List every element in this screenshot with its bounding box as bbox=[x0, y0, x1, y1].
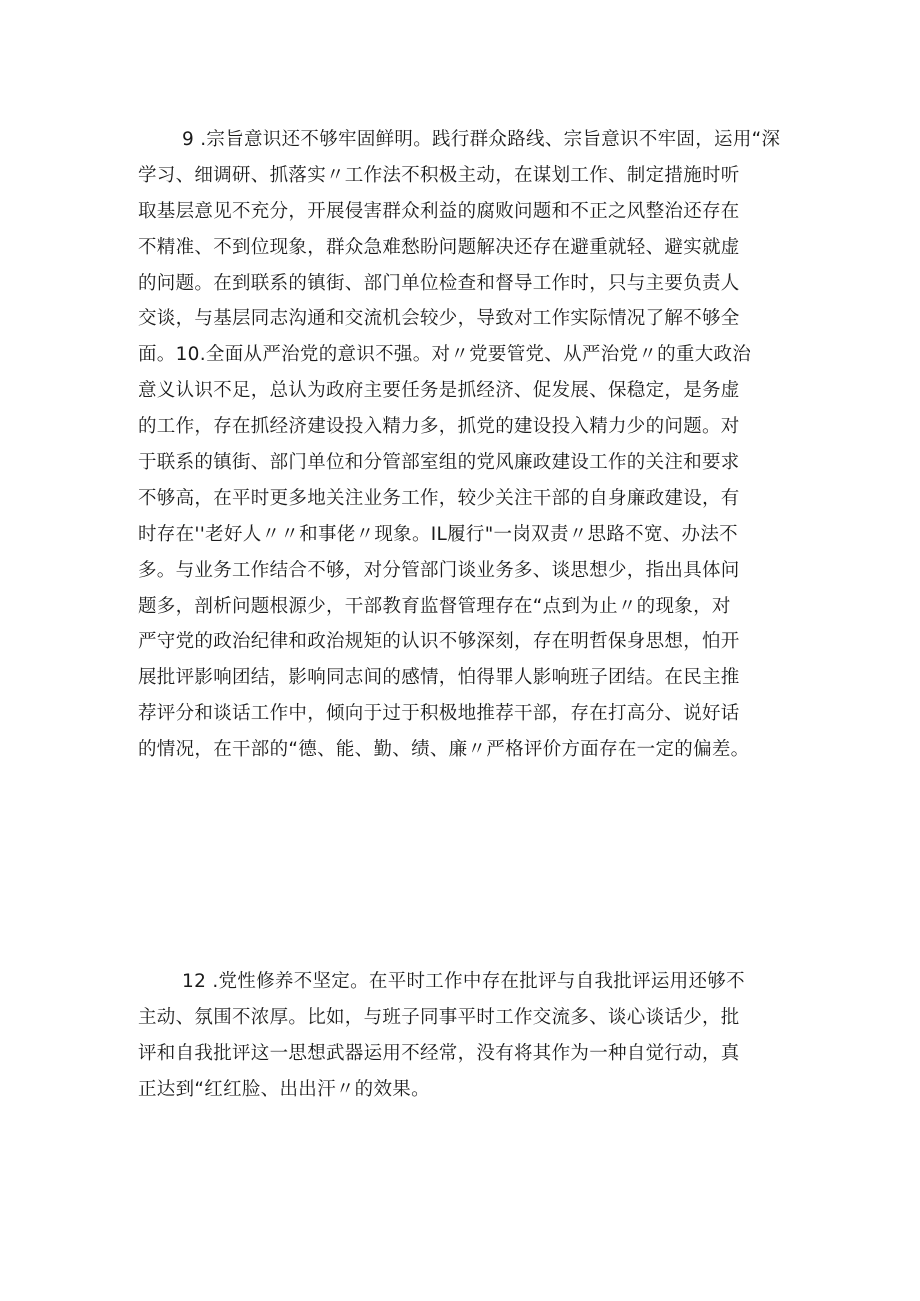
text-line: 的问题。在到联系的镇街、部门单位检查和督导工作时，只与主要负责人 bbox=[138, 272, 740, 294]
text-line: 取基层意见不充分，开展侵害群众利益的腐败问题和不正之风整治还存在 bbox=[138, 200, 740, 222]
text-line: 评和自我批评这一思想武器运用不经常，没有将其作为一种自觉行动，真 bbox=[138, 1042, 740, 1064]
text-line: 于联系的镇街、部门单位和分管部室组的党风廉政建设工作的关注和要求 bbox=[138, 452, 740, 474]
text-line: 交谈，与基层同志沟通和交流机会较少，导致对工作实际情况了解不够全 bbox=[138, 308, 740, 330]
text-line: 不够高，在平时更多地关注业务工作，较少关注干部的自身廉政建设，有 bbox=[138, 487, 740, 509]
text-line: 12 .党性修养不坚定。在平时工作中存在批评与自我批评运用还够不 bbox=[182, 971, 745, 992]
text-line: 时存在''老好人〃〃和事佬〃现象。IL履行"一岗双责〃思路不宽、办法不 bbox=[138, 523, 738, 545]
text-line: 严守党的政治纪律和政治规矩的认识不够深刻，存在明哲保身思想，怕开 bbox=[138, 631, 740, 653]
text-line: 展批评影响团结，影响同志间的感情，怕得罪人影响班子团结。在民主推 bbox=[138, 667, 740, 689]
text-line: 的情况，在干部的“德、能、勤、绩、廉〃严格评价方面存在一定的偏差。 bbox=[138, 739, 750, 761]
text-line: 的工作，存在抓经济建设投入精力多，抓党的建设投入精力少的问题。对 bbox=[138, 416, 740, 438]
text-line: 正达到“红红脸、出出汗〃的效果。 bbox=[138, 1078, 430, 1100]
text-line: 学习、细调研、抓落实〃工作法不积极主动，在谋划工作、制定措施时听 bbox=[138, 164, 740, 186]
text-line: 意义认识不足，总认为政府主要任务是抓经济、促发展、保稳定，是务虚 bbox=[138, 380, 740, 402]
text-line: 面。10.全面从严治党的意识不强。对〃党要管党、从严治党〃的重大政治 bbox=[138, 344, 752, 366]
text-line: 主动、氛围不浓厚。比如，与班子同事平时工作交流多、谈心谈话少，批 bbox=[138, 1006, 740, 1028]
text-line: 多。与业务工作结合不够，对分管部门谈业务多、谈思想少，指出具体问 bbox=[138, 559, 740, 581]
text-line: 不精准、不到位现象，群众急难愁盼问题解决还存在避重就轻、避实就虚 bbox=[138, 236, 740, 258]
text-line: 9 .宗旨意识还不够牢固鲜明。践行群众路线、宗旨意识不牢固，运用“深 bbox=[182, 129, 781, 150]
paragraph-body bbox=[138, 122, 798, 768]
paragraph-body bbox=[138, 964, 798, 1108]
text-line: 荐评分和谈话工作中，倾向于过于积极地推荐干部，存在打高分、说好话 bbox=[138, 703, 740, 725]
text-line: 题多，剖析问题根源少，干部教育监督管理存在“点到为止〃的现象，对 bbox=[138, 595, 731, 617]
